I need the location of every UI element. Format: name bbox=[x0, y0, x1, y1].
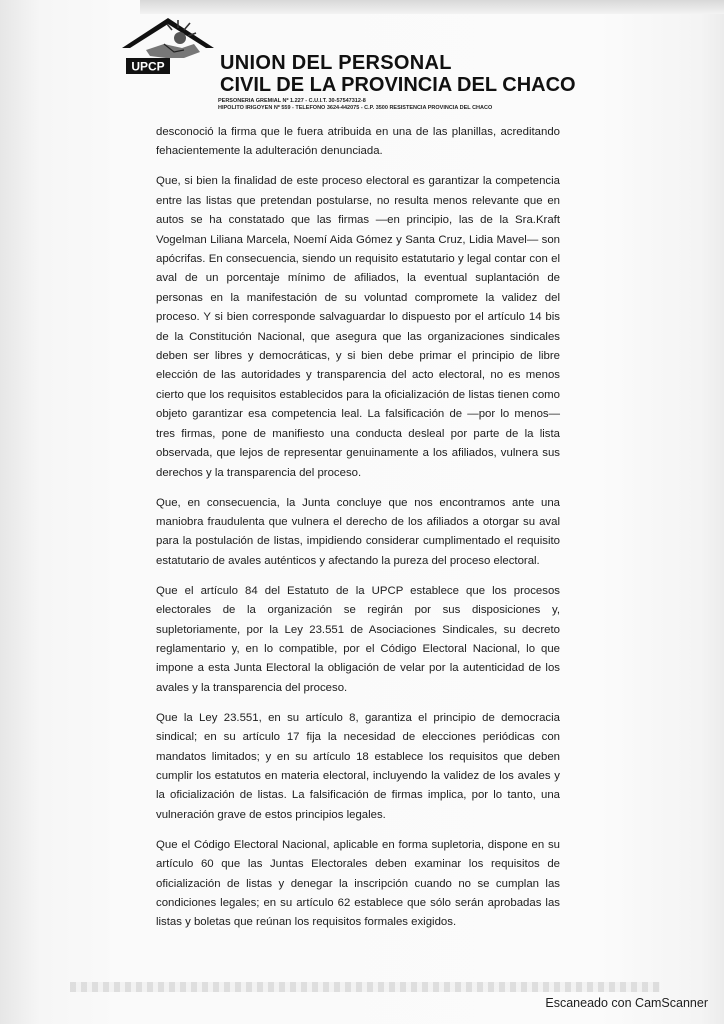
upcp-logo-icon bbox=[120, 14, 216, 78]
paragraph: desconoció la firma que le fuera atribuida en una de las planillas, acreditando fehacientemente la adulteración denunciada. bbox=[156, 126, 560, 158]
paragraph: Que la Ley 23.551, en su artículo 8, garantiza el principio de democracia sindical; en su artículo 17 fija la necesidad de elecciones periódicas con mandatos limitados; y en su artículo 18 establece los requisitos que deben cumplir los estatutos en materia electoral, incluyendo la validez de los avales y la oficialización de listas. La falsificación de firmas implica, por lo tanto, una vulneración grave de estos principios legales. bbox=[156, 711, 560, 821]
scan-bottom-edge bbox=[70, 982, 660, 992]
scan-top-shadow bbox=[140, 0, 724, 14]
letterhead-title bbox=[220, 52, 640, 96]
paragraph: Que, si bien la finalidad de este proceso electoral es garantizar la competencia entre las listas que pretendan postularse, no resulta menos relevante que en autos se ha constatado que las firmas —en principio, las de la Sra.Kraft Vogelman Liliana Marcela, Noemí Aida Gómez y Santa Cruz, Lidia Mavel— son apócrifas. En consecuencia, siendo un requisito estatutario y legal contar con el aval de un porcentaje mínimo de afiliados, la eventual suplantación de personas en la manifestación de su voluntad compromete la validez del proceso. Y si bien corresponde salvaguardar lo dispuesto por el artículo 14 bis de la Constitución Nacional, que asegura que las organizaciones sindicales deben ser libres y democráticas, y si bien debe primar el principio de libre elección de las autoridades y transparencia del acto electoral, no es menos cierto que los requisitos establecidos para la oficialización de listas tienen como objeto garantizar esa competencia leal. La falsificación de —por lo menos— tres firmas, pone de manifiesto una conducta desleal por parte de la lista observada, que lejos de representar genuinamente a los afiliados, vulnera sus derechos y la transparencia del proceso. bbox=[156, 175, 560, 479]
paragraph: Que, en consecuencia, la Junta concluye que nos encontramos ante una maniobra fraudulenta que vulnera el derecho de los afiliados a otorgar su aval para la postulación de listas, impidiendo considerar cumplimentado el requisito estatutario de avales auténticos y afectando la pureza del proceso electoral. bbox=[156, 496, 560, 567]
registration-line: PERSONERIA GREMIAL Nº 1.227 - C.U.I.T. 30-57547312-8 bbox=[218, 98, 366, 104]
org-name-line-2: CIVIL DE LA PROVINCIA DEL CHACO bbox=[220, 74, 576, 96]
address-line: HIPOLITO IRIGOYEN Nº 559 - TELEFONO 3624-442075 - C.P. 3500 RESISTENCIA PROVINCIA DEL CHACO bbox=[218, 104, 493, 111]
paragraph: Que el artículo 84 del Estatuto de la UPCP establece que los procesos electorales de la organización se regirán por sus disposiciones y, supletoriamente, por la Ley 23.551 de Asociaciones Sindicales, su decreto reglamentario y, en lo compatible, por el Código Electoral Nacional, lo que impone a esta Junta Electoral la obligación de velar por la autenticidad de los avales y la transparencia del proceso. bbox=[156, 584, 560, 694]
letterhead-details bbox=[218, 98, 538, 111]
logo-text: UPCP bbox=[131, 59, 165, 74]
document-body bbox=[156, 123, 560, 943]
paragraph: Que el Código Electoral Nacional, aplicable en forma supletoria, dispone en su artículo 60 que las Juntas Electorales deben examinar los requisitos de oficialización de listas y denegar la inscripción cuando no se cumplan las condiciones legales; en su artículo 62 establece que sólo serán aprobadas las listas y boletas que reúnan los requisitos formales exigidos. bbox=[156, 838, 560, 929]
scanner-watermark: Escaneado con CamScanner bbox=[545, 996, 708, 1010]
org-name-line-1: UNION DEL PERSONAL bbox=[220, 52, 452, 74]
